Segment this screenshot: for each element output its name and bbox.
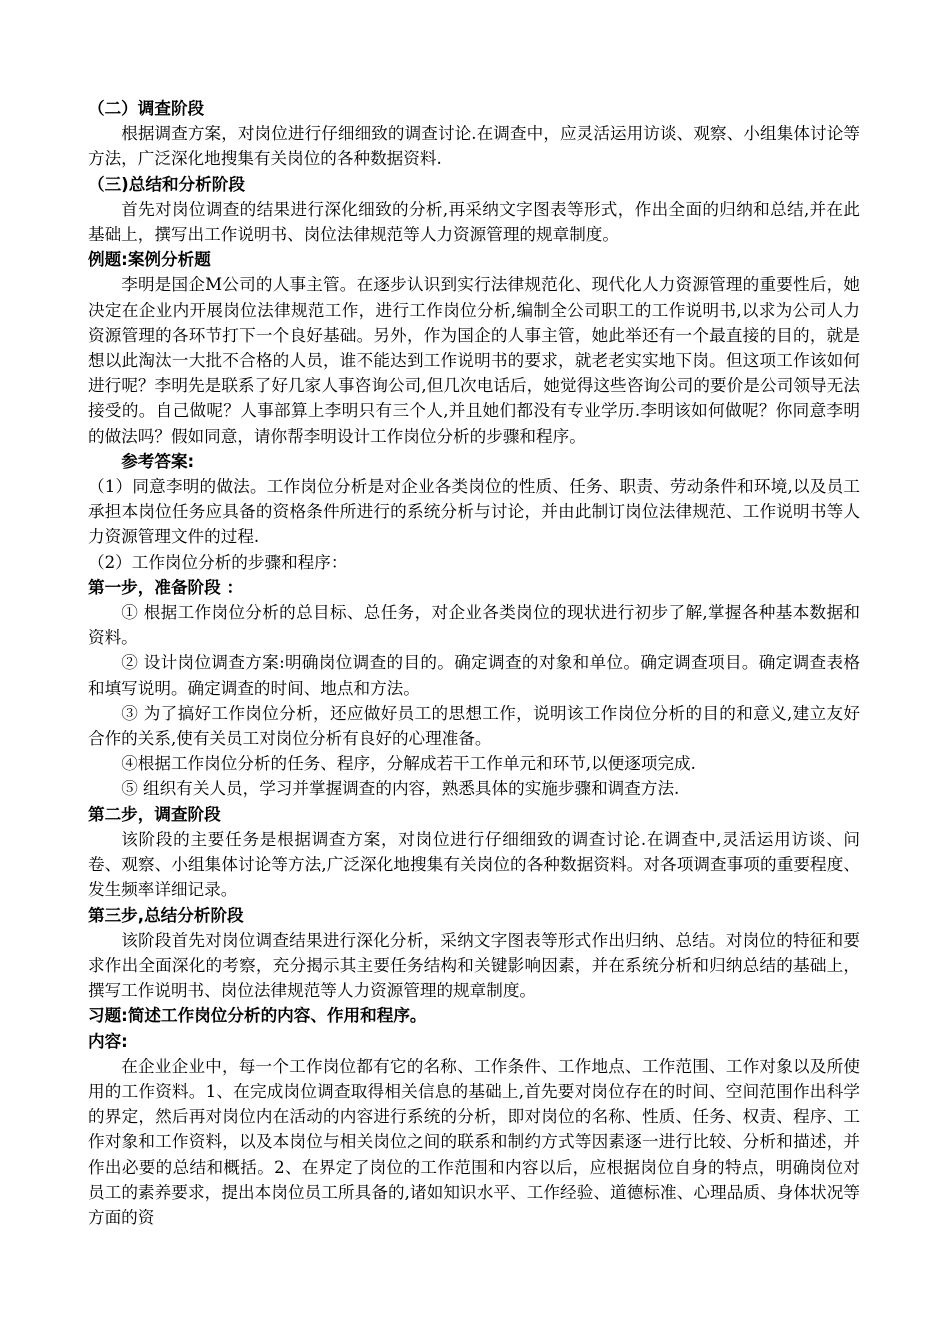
section-heading: 第三步,总结分析阶段 (88, 905, 244, 925)
section-heading: 参考答案: (121, 451, 195, 471)
paragraph: ⑤ 组织有关人员，学习并掌握调查的内容，熟悉具体的实施步骤和调查方法. (121, 779, 680, 799)
paragraph: 该阶段首先对岗位调查结果进行深化分析，采纳文字图表等形式作出归纳、总结。对岗位的特征和要求作出全面深化的考察，充分揭示其主要任务结构和关键影响因素，并在系统分析和归纳总结的基础上，撰写工作说明书、岗位法律规范等人力资源管理的规章制度。 (88, 930, 860, 1001)
section-heading: 例题:案例分析题 (88, 250, 211, 270)
paragraph: ③ 为了搞好工作岗位分析，还应做好员工的思想工作，说明该工作岗位分析的目的和意义,建立友好合作的关系,使有关员工对岗位分析有良好的心理准备。 (88, 703, 860, 749)
section-heading: 习题:简述工作岗位分析的内容、作用和程序。 (88, 1006, 427, 1026)
paragraph: 首先对岗位调查的结果进行深化细致的分析,再采纳文字图表等形式，作出全面的归纳和总结,并在此基础上，撰写出工作说明书、岗位法律规范等人力资源管理的规章制度。 (88, 199, 860, 245)
paragraph: （2）工作岗位分析的步骤和程序： (88, 552, 348, 572)
paragraph: 李明是国企M公司的人事主管。在逐步认识到实行法律规范化、现代化人力资源管理的重要性后，她决定在企业内开展岗位法律规范工作，进行工作岗位分析,编制全公司职工的工作说明书,以求为公司人力资源管理的各环节打下一个良好基础。另外，作为国企的人事主管，她此举还有一个最直接的目的，就是想以此淘汰一大批不合格的人员，谁不能达到工作说明书的要求，就老老实实地下岗。但这项工作该如何进行呢？李明先是联系了好几家人事咨询公司,但几次电话后，她觉得这些咨询公司的要价是公司领导无法接受的。自己做呢？人事部算上李明只有三个人,并且她们都没有专业学历.李明该如何做呢？你同意李明的做法吗？假如同意，请你帮李明设计工作岗位分析的步骤和程序。 (88, 275, 860, 446)
section-heading: 第一步，准备阶段 ： (88, 577, 244, 597)
section-heading: 内容: (88, 1031, 128, 1051)
paragraph: ① 根据工作岗位分析的总目标、总任务，对企业各类岗位的现状进行初步了解,掌握各种基本数据和资料。 (88, 603, 860, 648)
paragraph: 该阶段的主要任务是根据调查方案，对岗位进行仔细细致的调查讨论.在调查中,灵活运用访谈、问卷、观察、小组集体讨论等方法,广泛深化地搜集有关岗位的各种数据资料。对各项调查事项的重要程度、发生频率详细记录。 (88, 829, 860, 900)
document-page (88, 96, 860, 1230)
section-heading: 第二步，调查阶段 (88, 804, 221, 824)
paragraph: （1）同意李明的做法。工作岗位分析是对企业各类岗位的性质、任务、职责、劳动条件和环境,以及员工承担本岗位任务应具备的资格条件所进行的系统分析与讨论，并由此制订岗位法律规范、工作说明书等人力资源管理文件的过程. (88, 477, 860, 547)
paragraph: ④根据工作岗位分析的任务、程序，分解成若干工作单元和环节,以便逐项完成. (121, 754, 696, 774)
paragraph: 在企业企业中，每一个工作岗位都有它的名称、工作条件、工作地点、工作范围、工作对象以及所使用的工作资料。1、在完成岗位调查取得相关信息的基础上,首先要对岗位存在的时间、空间范围作出科学的界定，然后再对岗位内在活动的内容进行系统的分析，即对岗位的名称、性质、任务、权责、程序、工作对象和工作资料，以及本岗位与相关岗位之间的联系和制约方式等因素逐一进行比较、分析和描述，并作出必要的总结和概括。2、在界定了岗位的工作范围和内容以后，应根据岗位自身的特点，明确岗位对员工的素养要求，提出本岗位员工所具备的,诸如知识水平、工作经验、道德标准、心理品质、身体状况等方面的资 (88, 1056, 860, 1227)
paragraph: ② 设计岗位调查方案:明确岗位调查的目的。确定调查的对象和单位。确定调查项目。确定调查表格和填写说明。确定调查的时间、地点和方法。 (88, 653, 860, 698)
paragraph: 根据调查方案，对岗位进行仔细细致的调查讨论.在调查中，应灵活运用访谈、观察、小组集体讨论等方法，广泛深化地搜集有关岗位的各种数据资料. (88, 124, 860, 169)
section-heading: （二）调查阶段 (88, 99, 205, 118)
section-heading: （三)总结和分析阶段 (88, 174, 245, 194)
